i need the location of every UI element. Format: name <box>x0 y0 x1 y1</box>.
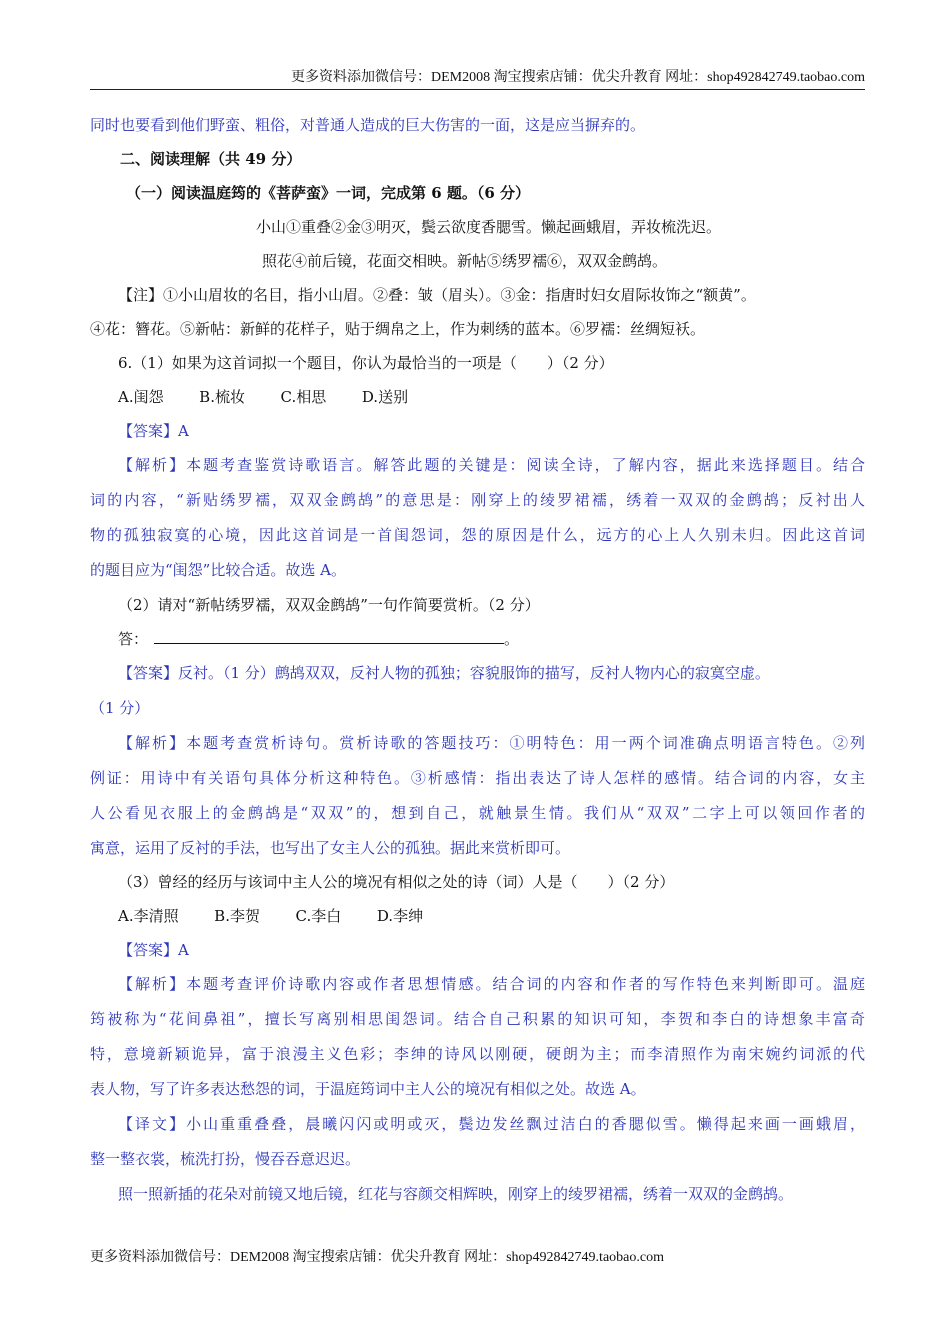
option-c: C.相思 <box>280 388 327 406</box>
page-header: 更多资料添加微信号：DEM2008 淘宝搜索店铺：优尖升教育 网址：shop492842749.taobao.com <box>90 66 865 90</box>
q1-options <box>118 386 408 407</box>
q3-analysis-line-4: 表人物，写了许多表达愁怨的词，于温庭筠词中主人公的境况有相似之处。故选 A。 <box>90 1080 646 1098</box>
q2-stem: （2）请对“新帖绣罗襦，双双金鹧鸪”一句作简要赏析。（2 分） <box>118 596 540 614</box>
intro-tail: 同时也要看到他们野蛮、粗俗，对普通人造成的巨大伤害的一面，这是应当摒弃的。 <box>90 116 646 134</box>
poem-line-2: 照花④前后镜，花面交相映。新帖⑤绣罗襦⑥，双双金鹧鸪。 <box>262 252 668 270</box>
option-c: C.李白 <box>295 907 342 925</box>
answer-suffix: 。 <box>504 630 520 648</box>
q1-analysis-line-3: 物的孤独寂寞的心境，因此这首词是一首闺怨词，怨的原因是什么，远方的心上人久别未归。因此这首词 <box>90 526 865 544</box>
q3-stem: （3）曾经的经历与该词中主人公的境况有相似之处的诗（词）人是（ ）（2 分） <box>118 873 675 891</box>
q1-analysis-line-2: 词的内容，“新贴绣罗襦，双双金鹧鸪”的意思是：刚穿上的绫罗裙襦，绣着一双双的金鹧鸪；反衬出人 <box>90 491 865 509</box>
q3-analysis-line-1: 【解析】本题考查评价诗歌内容或作者思想情感。结合词的内容和作者的写作特色来判断即可。温庭 <box>118 975 865 993</box>
q1-analysis-line-1: 【解析】本题考查鉴赏诗歌语言。解答此题的关键是：阅读全诗，了解内容，据此来选择题目。结合 <box>118 456 865 474</box>
notes-line-2: ④花：簪花。⑤新帖：新鲜的花样子，贴于绸帛之上，作为刺绣的蓝本。⑥罗襦：丝绸短袄。 <box>90 320 706 338</box>
translation-line-2: 整一整衣裳，梳洗打扮，慢吞吞意迟迟。 <box>90 1150 361 1168</box>
q2-answer: 【答案】反衬。（1 分）鹧鸪双双，反衬人物的孤独；容貌服饰的描写，反衬人物内心的寂寞空虚。 <box>118 664 770 682</box>
section-title: 二、阅读理解（共 49 分） <box>120 150 302 168</box>
option-d: D.李绅 <box>376 907 424 925</box>
option-a: A.闺怨 <box>118 388 164 406</box>
page-footer: 更多资料添加微信号：DEM2008 淘宝搜索店铺：优尖升教育 网址：shop492842749.taobao.com <box>90 1250 664 1265</box>
answer-prefix: 答： <box>118 630 149 648</box>
translation-line-3: 照一照新插的花朵对前镜又地后镜，红花与容颜交相辉映，刚穿上的绫罗裙襦，绣着一双双的金鹧鸪。 <box>118 1185 794 1203</box>
option-d: D.送别 <box>361 388 409 406</box>
q2-answer-blank <box>118 628 519 649</box>
poem-line-1: 小山①重叠②金③明灭，鬓云欲度香腮雪。懒起画蛾眉，弄妆梳洗迟。 <box>256 218 722 236</box>
q2-answer-tail: （1 分） <box>90 699 150 717</box>
q2-analysis-line-4: 寓意，运用了反衬的手法，也写出了女主人公的孤独。据此来赏析即可。 <box>90 839 571 857</box>
answer-underline[interactable] <box>154 628 504 644</box>
option-a: A.李清照 <box>118 907 179 925</box>
q2-analysis-line-1: 【解析】本题考查赏析诗句。赏析诗歌的答题技巧：①明特色：用一两个词准确点明语言特色。②列 <box>118 734 865 752</box>
q3-analysis-line-3: 特，意境新颖诡异，富于浪漫主义色彩；李绅的诗风以刚硬，硬朗为主；而李清照作为南宋婉约词派的代 <box>90 1045 865 1063</box>
option-b: B.梳妆 <box>199 388 245 406</box>
q3-answer: 【答案】A <box>118 941 189 959</box>
translation-line-1: 【译文】小山重重叠叠，晨曦闪闪或明或灭，鬓边发丝飘过洁白的香腮似雪。懒得起来画一画蛾眉， <box>118 1115 865 1133</box>
q3-options <box>118 905 423 926</box>
notes-line-1: 【注】①小山眉妆的名目，指小山眉。②叠：皱（眉头）。③金：指唐时妇女眉际妆饰之“额黄”。 <box>118 286 756 304</box>
q1-answer: 【答案】A <box>118 422 189 440</box>
q3-analysis-line-2: 筠被称为“花间鼻祖”，擅长写离别相思闺怨词。结合自己积累的知识可知，李贺和李白的诗想象丰富奇 <box>90 1010 865 1028</box>
q2-analysis-line-3: 人公看见衣服上的金鹧鸪是“双双”的，想到自己，就触景生情。我们从“双双”二字上可以领回作者的 <box>90 804 865 822</box>
q1-analysis-line-4: 的题目应为“闺怨”比较合适。故选 A。 <box>90 561 346 579</box>
option-b: B.李贺 <box>214 907 260 925</box>
sub-title: （一）阅读温庭筠的《菩萨蛮》一词，完成第 6 题。（6 分） <box>126 184 531 202</box>
q1-stem: 6.（1）如果为这首词拟一个题目，你认为最恰当的一项是（ ）（2 分） <box>118 354 614 372</box>
q2-analysis-line-2: 例证：用诗中有关语句具体分析这种特色。③析感情：指出表达了诗人怎样的感情。结合词的内容，女主 <box>90 769 865 787</box>
